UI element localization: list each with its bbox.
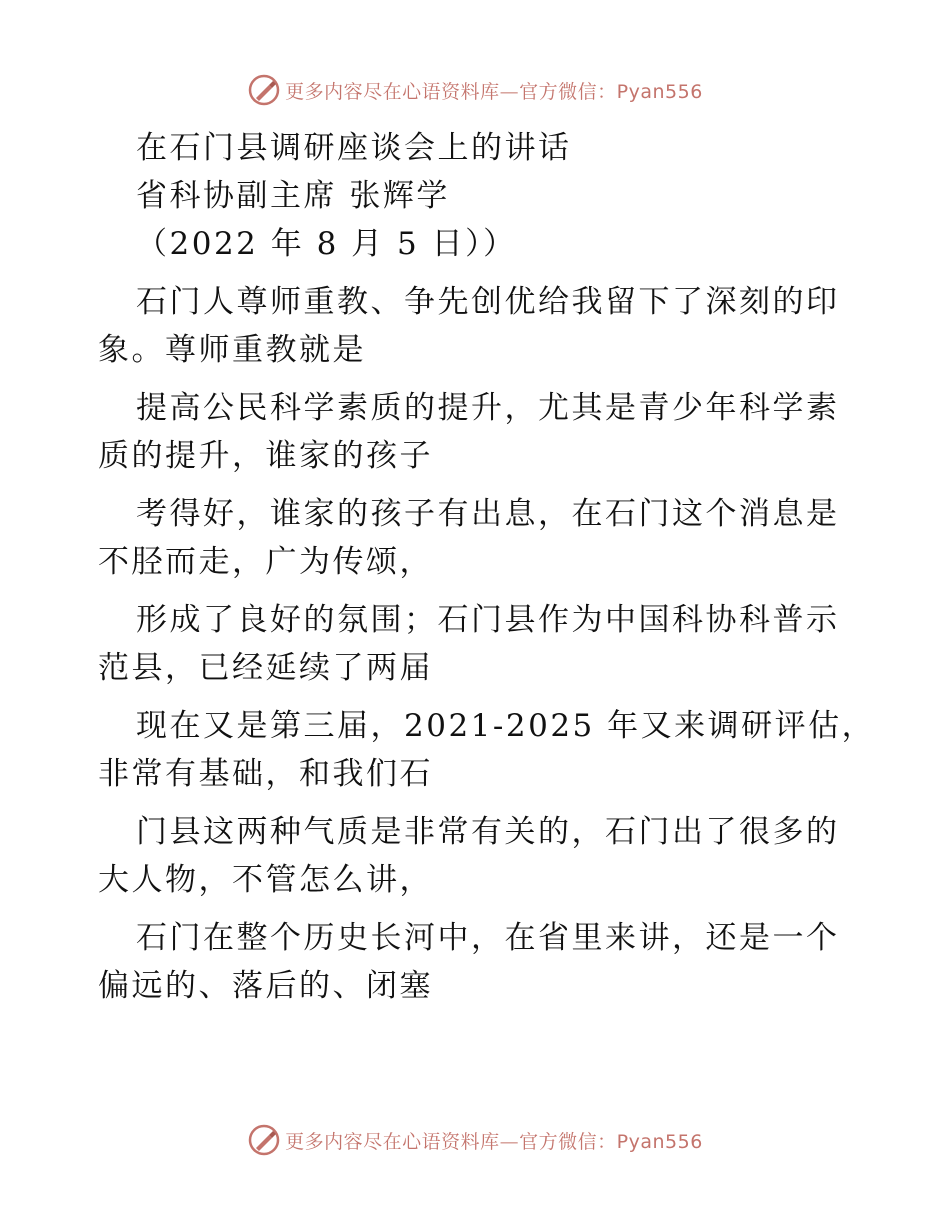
watermark-separator: —: [499, 1130, 520, 1153]
pen-logo-icon: [247, 1123, 281, 1157]
paragraph-line: 不胫而走，广为传颂，: [98, 544, 433, 580]
document-body: [98, 124, 876, 1010]
paragraph-line: 现在又是第三届，2021-2025 年又来调研评估，: [136, 708, 876, 744]
paragraph-line: 范县，已经延续了两届: [98, 650, 433, 686]
watermark-main: 更多内容尽在心语资料库: [285, 1130, 500, 1153]
document-title: 在石门县调研座谈会上的讲话: [136, 130, 572, 166]
watermark-text: [285, 77, 703, 104]
watermark-header: [0, 70, 950, 110]
document-author: 省科协副主席 张辉学: [136, 178, 450, 214]
paragraph-5: [98, 702, 876, 798]
paragraph-7: [98, 914, 858, 1010]
watermark-main: 更多内容尽在心语资料库: [285, 80, 500, 103]
document-date: （2022 年 8 月 5 日））: [136, 226, 517, 262]
watermark-group: [247, 73, 703, 107]
paragraph-line: 象。尊师重教就是: [98, 332, 366, 368]
paragraph-line: 考得好，谁家的孩子有出息，在石门这个消息是: [136, 496, 840, 532]
watermark-separator: —: [499, 80, 520, 103]
paragraph-6: [98, 808, 858, 904]
watermark-text: [285, 1127, 703, 1154]
watermark-footer: [0, 1120, 950, 1160]
paragraph-line: 偏远的、落后的、闭塞: [98, 968, 433, 1004]
paragraph-line: 石门人尊师重教、争先创优给我留下了深刻的印: [136, 284, 840, 320]
paragraph-line: 形成了良好的氛围；石门县作为中国科协科普示: [136, 602, 840, 638]
paragraph-line: 提高公民科学素质的提升，尤其是青少年科学素: [136, 390, 840, 426]
watermark-contact: 官方微信：Pyan556: [519, 80, 703, 103]
paragraph-3: [98, 490, 858, 586]
paragraph-1: [98, 278, 858, 374]
paragraph-line: 大人物，不管怎么讲，: [98, 862, 433, 898]
paragraph-line: 门县这两种气质是非常有关的，石门出了很多的: [136, 814, 840, 850]
paragraph-2: [98, 384, 858, 480]
paragraph-line: 非常有基础，和我们石: [98, 756, 433, 792]
watermark-contact: 官方微信：Pyan556: [519, 1130, 703, 1153]
pen-logo-icon: [247, 73, 281, 107]
paragraph-line: 质的提升，谁家的孩子: [98, 438, 433, 474]
paragraph-line: 石门在整个历史长河中，在省里来讲，还是一个: [136, 920, 840, 956]
paragraph-4: [98, 596, 858, 692]
watermark-group: [247, 1123, 703, 1157]
